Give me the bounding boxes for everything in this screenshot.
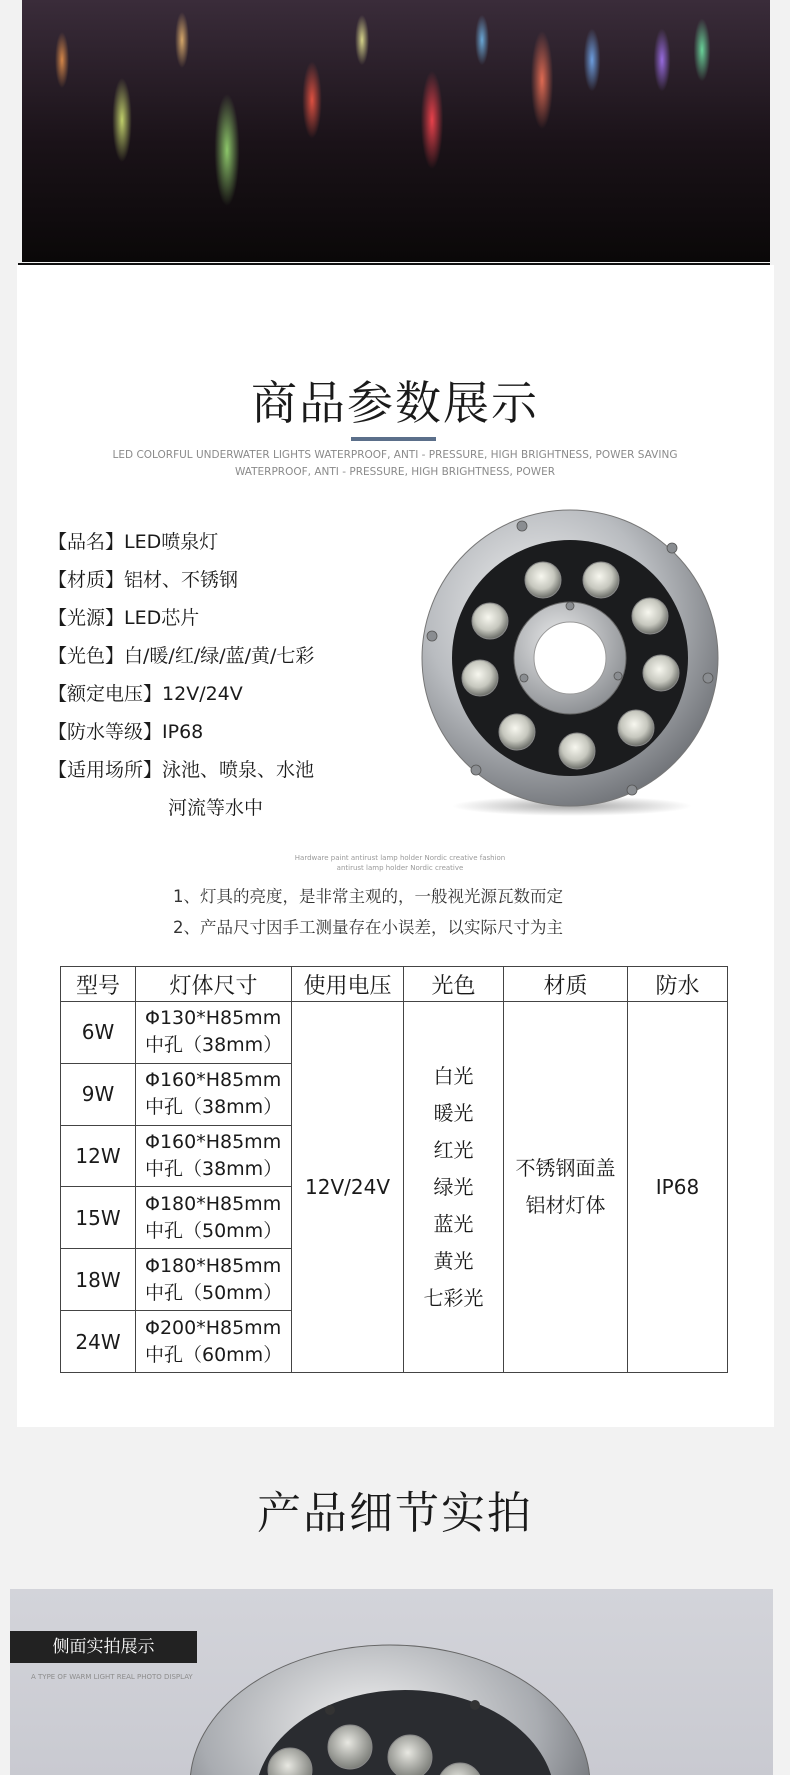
title-underline	[351, 437, 436, 441]
header-waterproof: 防水	[628, 967, 728, 1002]
spec-row-waterproof: 【防水等级】IP68	[48, 721, 204, 743]
spec-row-material: 【材质】铝材、不锈钢	[48, 569, 239, 591]
cell-model: 18W	[61, 1249, 136, 1311]
cell-size: Φ160*H85mm 中孔（38mm）	[136, 1063, 292, 1125]
table-header-row	[61, 967, 728, 1002]
side-photo-tag-sub: A TYPE OF WARM LIGHT REAL PHOTO DISPLAY	[31, 1673, 193, 1681]
subtitle-line-1: LED COLORFUL UNDERWATER LIGHTS WATERPROOF, ANTI - PRESSURE, HIGH BRIGHTNESS, POWER SAVING	[112, 449, 678, 461]
detail-photo	[10, 1589, 773, 1775]
side-lamp-image	[190, 1635, 590, 1775]
subtitle-line-2: WATERPROOF, ANTI - PRESSURE, HIGH BRIGHTNESS, POWER	[234, 466, 556, 478]
fountain-lamp-image	[420, 508, 725, 818]
spec-row-application: 【适用场所】泳池、喷泉、水池	[48, 759, 315, 781]
spec-row-light-color: 【光色】白/暖/红/绿/蓝/黄/七彩	[48, 645, 315, 667]
header-size: 灯体尺寸	[136, 967, 292, 1002]
cell-model: 24W	[61, 1311, 136, 1373]
cell-size: Φ180*H85mm 中孔（50mm）	[136, 1249, 292, 1311]
header-material: 材质	[504, 967, 628, 1002]
spec-row-name: 【品名】LED喷泉灯	[48, 531, 219, 553]
cell-model: 12W	[61, 1125, 136, 1187]
spec-list	[48, 523, 314, 827]
spec-row-application-cont: 河流等水中	[168, 797, 264, 819]
cell-size: Φ200*H85mm 中孔（60mm）	[136, 1311, 292, 1373]
spec-row-voltage: 【额定电压】12V/24V	[48, 683, 243, 705]
spec-row-light-source: 【光源】LED芯片	[48, 607, 200, 629]
cell-size: Φ160*H85mm 中孔（38mm）	[136, 1125, 292, 1187]
note-1: 1、灯具的亮度，是非常主观的，一般视光源瓦数而定	[173, 887, 563, 906]
cell-model: 9W	[61, 1063, 136, 1125]
header-light-color: 光色	[404, 967, 504, 1002]
notes	[173, 881, 563, 943]
header-model: 型号	[61, 967, 136, 1002]
caption-line-2: antirust lamp holder Nordic creative	[336, 864, 464, 872]
cell-size: Φ130*H85mm 中孔（38mm）	[136, 1002, 292, 1064]
side-photo-tag: 侧面实拍展示	[10, 1631, 197, 1663]
spec-table	[60, 966, 728, 1373]
cell-model: 15W	[61, 1187, 136, 1249]
cell-size: Φ180*H85mm 中孔（50mm）	[136, 1187, 292, 1249]
cell-material: 不锈钢面盖 铝材灯体	[504, 1002, 628, 1373]
section-title-details: 产品细节实拍	[257, 1488, 533, 1539]
cell-voltage: 12V/24V	[292, 1002, 404, 1373]
header-voltage: 使用电压	[292, 967, 404, 1002]
cell-waterproof: IP68	[628, 1002, 728, 1373]
cell-light-colors: 白光 暖光 红光 绿光 蓝光 黄光 七彩光	[404, 1002, 504, 1373]
section-title-params: 商品参数展示	[251, 376, 539, 430]
hero-fountain-image	[22, 0, 770, 262]
cell-model: 6W	[61, 1002, 136, 1064]
note-2: 2、产品尺寸因手工测量存在小误差，以实际尺寸为主	[173, 918, 563, 937]
caption-line-1: Hardware paint antirust lamp holder Nordic creative fashion	[294, 854, 506, 862]
table-row	[61, 1002, 728, 1064]
